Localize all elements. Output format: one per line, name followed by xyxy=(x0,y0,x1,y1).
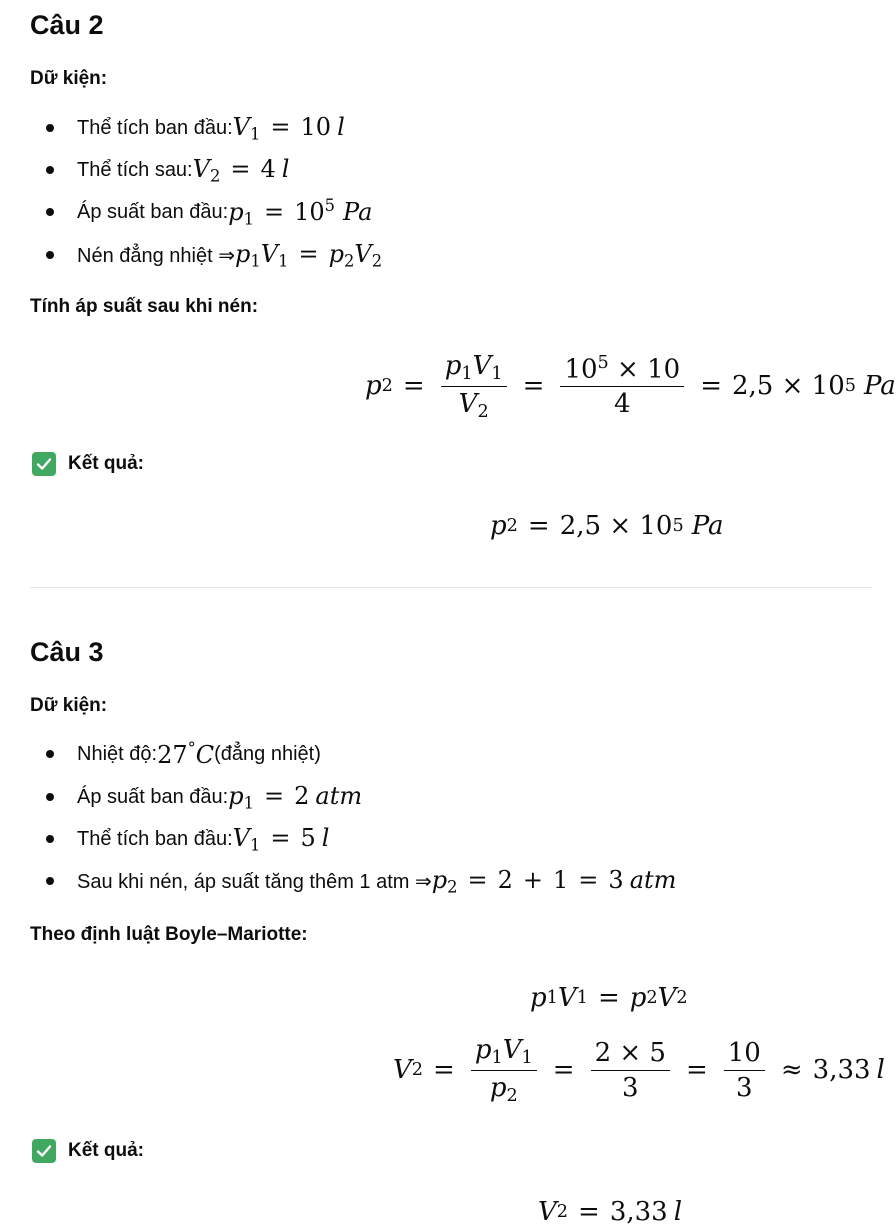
q3-item-1-suffix: (đẳng nhiệt) xyxy=(214,742,321,765)
q2-calc-label: Tính áp suất sau khi nén: xyxy=(30,296,259,317)
bullet xyxy=(46,750,54,758)
q3-given-label: Dữ kiện: xyxy=(30,695,108,716)
bullet xyxy=(46,124,54,132)
q3-formula-1: p 1 V 1 = p 2 V 2 xyxy=(530,983,688,1013)
list-item xyxy=(46,197,372,227)
q3-result-label: Kết quả: xyxy=(68,1140,144,1161)
q2-item-2-text: Thể tích sau: xyxy=(77,158,193,181)
q3-item-2-text: Áp suất ban đầu: xyxy=(77,785,229,808)
q3-item-2-math: $p_1 = 2$ atm xyxy=(228,781,363,813)
list-item xyxy=(46,155,289,185)
bullet xyxy=(46,166,54,174)
q2-item-4-math: $p_1V_1 = p_2V_2$ xyxy=(234,239,383,271)
list-item xyxy=(46,739,321,769)
q2-item-3-math: $p_1 = 10^5$ Pa xyxy=(228,195,373,229)
q2-formula: p 2 = $\frac{p_1V_1}{V_2}$ = $\frac{10^5 \times 10}{4}$ = 2,5 × 10 5 Pa xyxy=(365,350,896,422)
q2-item-3-text: Áp suất ban đầu: xyxy=(77,200,229,223)
bullet xyxy=(46,208,54,216)
q2-result-row xyxy=(32,452,144,476)
q2-result-formula: p 2 = 2,5 × 10 5 Pa xyxy=(490,511,724,541)
q3-result-row xyxy=(32,1139,144,1163)
q3-formula-2: V 2 = $\frac{p_1V_1}{p_2}$ = $\frac{2 \times 5}{3}$ = $\frac{10}{3}$ ≈ 3,33 l xyxy=(393,1034,885,1106)
q3-item-4-text: Sau khi nén, áp suất tăng thêm 1 atm ⇒ xyxy=(77,870,432,893)
q3-item-3-math: $V_1 = 5$ l xyxy=(232,823,330,855)
q2-item-1-source xyxy=(0,0,1,1)
list-item xyxy=(46,113,345,143)
q2-item-4-text: Nén đẳng nhiệt ⇒ xyxy=(77,244,235,267)
check-icon xyxy=(32,452,56,476)
bullet xyxy=(46,835,54,843)
formula-text-source xyxy=(0,0,1,1)
q2-given-label: Dữ kiện: xyxy=(30,68,108,89)
q2-result-label: Kết quả: xyxy=(68,453,144,474)
q2-item-1-text: Thể tích ban đầu: xyxy=(77,116,233,139)
section-divider xyxy=(30,587,872,588)
q3-result-formula: V 2 = 3,33 l xyxy=(538,1197,683,1227)
q3-title: Câu 3 xyxy=(30,637,104,667)
q3-item-4-math: $p_2 = 2 + 1 = 3$ atm xyxy=(431,865,677,897)
q3-item-1-text: Nhiệt độ: xyxy=(77,742,158,765)
list-item xyxy=(46,240,382,270)
bullet xyxy=(46,877,54,885)
q2-item-1-math: $V_1 = 10$ l xyxy=(232,112,345,144)
q3-item-3-text: Thể tích ban đầu: xyxy=(77,827,233,850)
list-item xyxy=(46,782,362,812)
bullet xyxy=(46,793,54,801)
q3-item-1-math: 27°C xyxy=(157,739,215,769)
check-icon xyxy=(32,1139,56,1163)
list-item xyxy=(46,824,329,854)
bullet xyxy=(46,251,54,259)
list-item xyxy=(46,866,676,896)
q2-title: Câu 2 xyxy=(30,10,104,40)
q2-item-2-math: $V_2 = 4$ l xyxy=(192,154,290,186)
q3-law-label: Theo định luật Boyle–Mariotte: xyxy=(30,924,308,945)
